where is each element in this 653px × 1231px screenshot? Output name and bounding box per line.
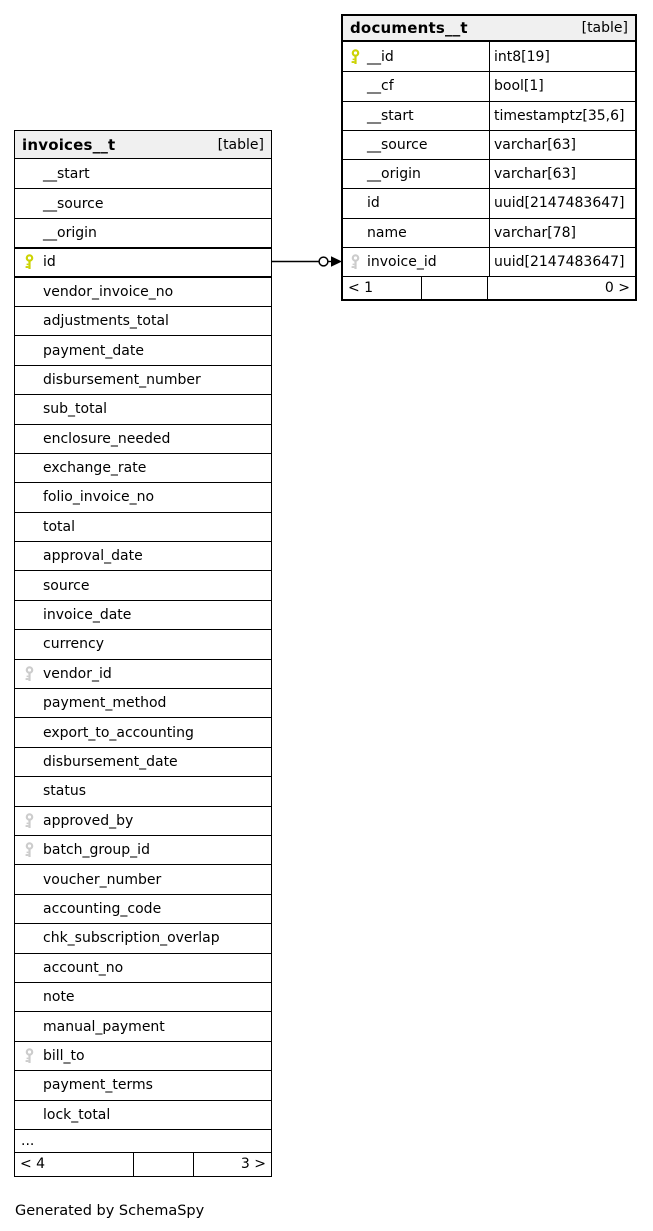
column-name: approved_by — [43, 812, 134, 829]
key-icon-spacer — [343, 72, 367, 100]
column-row-invoice_date — [15, 600, 271, 629]
key-icon-spacer — [15, 159, 43, 188]
key-icon-spacer — [15, 425, 43, 453]
column-row-total — [15, 512, 271, 541]
column-row-__source — [343, 130, 635, 159]
key-icon-spacer — [15, 454, 43, 482]
column-row-adjustments_total — [15, 306, 271, 335]
key-icon-spacer — [15, 219, 43, 247]
column-name: chk_subscription_overlap — [43, 930, 220, 947]
column-name: __cf — [367, 78, 394, 95]
column-type: uuid[2147483647] — [489, 248, 635, 276]
column-row-chk_subscription_overlap — [15, 923, 271, 952]
column-name: __source — [43, 195, 104, 212]
column-row-manual_payment — [15, 1011, 271, 1040]
column-row-currency — [15, 629, 271, 658]
column-type: uuid[2147483647] — [489, 189, 635, 217]
column-row-source — [15, 570, 271, 599]
column-name: id — [43, 254, 56, 271]
column-name: name — [367, 224, 407, 241]
key-icon-spacer — [343, 219, 367, 247]
key-icon-spacer — [15, 718, 43, 746]
column-name: total — [43, 518, 76, 535]
column-row-accounting_code — [15, 894, 271, 923]
column-row-__start — [15, 159, 271, 188]
column-name: adjustments_total — [43, 313, 169, 330]
column-name: status — [43, 783, 87, 800]
column-row-invoice_id — [343, 247, 635, 276]
column-row-vendor_invoice_no — [15, 277, 271, 306]
key-icon-spacer — [15, 895, 43, 923]
column-name: __start — [367, 107, 414, 124]
column-row-__cf — [343, 71, 635, 100]
column-name: accounting_code — [43, 900, 162, 917]
column-list — [15, 159, 271, 1129]
column-row-bill_to — [15, 1041, 271, 1070]
key-icon-spacer — [15, 689, 43, 717]
column-name: batch_group_id — [43, 842, 150, 859]
column-name: __origin — [43, 224, 97, 241]
column-name: source — [43, 577, 90, 594]
parent-relationship-count: < 1 — [348, 280, 374, 296]
column-row-__id — [343, 42, 635, 71]
key-icon-spacer — [343, 160, 367, 188]
column-row-id — [15, 247, 271, 276]
column-name: vendor_id — [43, 665, 112, 682]
column-name: bill_to — [43, 1047, 85, 1064]
table-header[interactable] — [343, 16, 635, 42]
key-icon-spacer — [15, 924, 43, 952]
column-name: __start — [43, 165, 90, 182]
column-name: disbursement_number — [43, 371, 201, 388]
column-name: export_to_accounting — [43, 724, 194, 741]
column-name: payment_method — [43, 695, 167, 712]
column-name: approval_date — [43, 548, 143, 565]
column-row-payment_method — [15, 688, 271, 717]
column-row-batch_group_id — [15, 835, 271, 864]
key-icon-spacer — [15, 395, 43, 423]
column-row-__origin — [343, 159, 635, 188]
child-relationship-count: 0 > — [604, 280, 630, 296]
key-icon-spacer — [15, 748, 43, 776]
column-type: varchar[63] — [489, 160, 635, 188]
key-icon-spacer — [15, 542, 43, 570]
column-name: id — [367, 195, 380, 212]
column-row-payment_terms — [15, 1070, 271, 1099]
truncated-columns-indicator: ... — [15, 1129, 271, 1152]
column-type: varchar[78] — [489, 219, 635, 247]
footer-spacer-cell — [133, 1153, 194, 1176]
key-icon-spacer — [15, 601, 43, 629]
column-type: timestamptz[35,6] — [489, 102, 635, 130]
column-name: account_no — [43, 959, 124, 976]
key-icon-spacer — [343, 131, 367, 159]
cardinality-circle-icon — [319, 257, 328, 266]
column-name: payment_date — [43, 342, 144, 359]
column-name: __origin — [367, 166, 421, 183]
column-type: int8[19] — [489, 42, 635, 71]
column-row-__start — [343, 101, 635, 130]
column-name: disbursement_date — [43, 754, 178, 770]
table-header[interactable] — [15, 131, 271, 159]
column-row-disbursement_number — [15, 365, 271, 394]
column-row-voucher_number — [15, 864, 271, 893]
column-row-approved_by — [15, 806, 271, 835]
table-name[interactable]: documents__t — [350, 19, 468, 37]
foreign-key-icon — [15, 1042, 43, 1070]
relationship-connector — [272, 249, 342, 274]
column-name: invoice_id — [367, 253, 437, 270]
column-row-disbursement_date — [15, 747, 271, 776]
column-row-folio_invoice_no — [15, 482, 271, 511]
column-row-note — [15, 982, 271, 1011]
table-node-invoices__t[interactable] — [14, 130, 272, 1177]
key-icon-spacer — [15, 278, 43, 306]
column-name: enclosure_needed — [43, 430, 171, 447]
column-row-lock_total — [15, 1100, 271, 1129]
footer-spacer-cell — [421, 277, 488, 299]
column-name: note — [43, 989, 75, 1006]
column-row-vendor_id — [15, 659, 271, 688]
table-node-documents__t[interactable] — [341, 14, 637, 301]
key-icon-spacer — [15, 630, 43, 658]
column-row-__origin — [15, 218, 271, 247]
column-name: manual_payment — [43, 1018, 165, 1035]
key-icon-spacer — [15, 1101, 43, 1129]
table-type-badge: [table] — [581, 20, 628, 36]
primary-key-icon — [343, 42, 367, 71]
column-name: voucher_number — [43, 871, 162, 888]
column-row-account_no — [15, 953, 271, 982]
column-name: lock_total — [43, 1106, 111, 1123]
column-row-payment_date — [15, 335, 271, 364]
foreign-key-icon — [15, 807, 43, 835]
key-icon-spacer — [15, 366, 43, 394]
column-name: invoice_date — [43, 607, 132, 624]
column-name: payment_terms — [43, 1077, 153, 1094]
key-icon-spacer — [15, 777, 43, 805]
column-name: __id — [367, 48, 394, 65]
key-icon-spacer — [15, 865, 43, 893]
key-icon-spacer — [343, 102, 367, 130]
column-row-sub_total — [15, 394, 271, 423]
key-icon-spacer — [15, 983, 43, 1011]
column-name: __source — [367, 136, 428, 153]
generated-by-label: Generated by SchemaSpy — [15, 1203, 205, 1219]
key-icon-spacer — [15, 1012, 43, 1040]
parent-relationship-count: < 4 — [20, 1156, 46, 1173]
key-icon-spacer — [15, 513, 43, 541]
table-name[interactable]: invoices__t — [22, 135, 116, 154]
column-row-approval_date — [15, 541, 271, 570]
key-icon-spacer — [15, 571, 43, 599]
column-row-enclosure_needed — [15, 424, 271, 453]
foreign-key-icon — [15, 836, 43, 864]
primary-key-icon — [15, 249, 43, 275]
foreign-key-icon — [343, 248, 367, 276]
column-name: sub_total — [43, 401, 108, 418]
column-row-status — [15, 776, 271, 805]
column-name: folio_invoice_no — [43, 489, 155, 506]
key-icon-spacer — [15, 307, 43, 335]
column-row-id — [343, 188, 635, 217]
column-row-__source — [15, 188, 271, 217]
column-name: currency — [43, 636, 104, 653]
column-row-name — [343, 218, 635, 247]
key-icon-spacer — [15, 336, 43, 364]
column-type: bool[1] — [489, 72, 635, 100]
key-icon-spacer — [15, 483, 43, 511]
column-type: varchar[63] — [489, 131, 635, 159]
table-footer — [343, 276, 635, 299]
column-list — [343, 42, 635, 276]
table-footer — [15, 1152, 271, 1176]
column-name: exchange_rate — [43, 460, 147, 477]
column-name: vendor_invoice_no — [43, 283, 174, 300]
column-row-exchange_rate — [15, 453, 271, 482]
key-icon-spacer — [15, 1071, 43, 1099]
child-relationship-count: 3 > — [240, 1156, 266, 1173]
key-icon-spacer — [15, 189, 43, 217]
column-row-export_to_accounting — [15, 717, 271, 746]
key-icon-spacer — [15, 954, 43, 982]
table-type-badge: [table] — [217, 136, 264, 153]
foreign-key-icon — [15, 660, 43, 688]
key-icon-spacer — [343, 189, 367, 217]
